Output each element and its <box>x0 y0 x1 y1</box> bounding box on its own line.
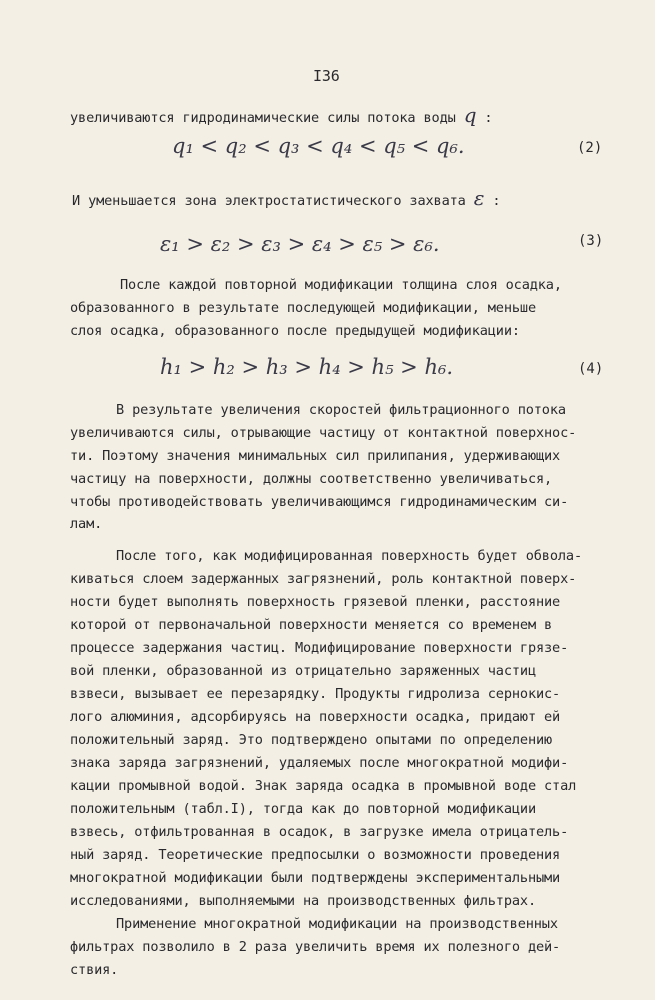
text-line: увеличиваются силы, отрывающие частицу от контактной поверхнос- <box>70 425 577 441</box>
text-line <box>72 188 500 209</box>
text-line: положительный заряд. Это подтверждено опытами по определению <box>70 732 553 748</box>
symbol-q: q <box>463 103 477 127</box>
text-line: ствия. <box>70 962 119 978</box>
equation-number-2: (2) <box>577 140 603 156</box>
text-line: чтобы противодействовать увеличивающимся гидродинамическим си- <box>70 494 569 510</box>
text-line: слоя осадка, образованного после предыдущей модификации: <box>70 323 520 339</box>
text-line: знака заряда загрязнений, удаляемых после многократной модифи- <box>70 755 569 771</box>
text-line: взвесь, отфильтрованная в осадок, в загрузке имела отрицатель- <box>70 824 569 840</box>
text-line: процессе задержания частиц. Модифицирование поверхности грязе- <box>70 640 569 656</box>
text-line: многократной модификации были подтверждены экспериментальными <box>70 870 561 886</box>
text-line: ный заряд. Теоретические предпосылки о возможности проведения <box>70 847 561 863</box>
formula-2: q₁ < q₂ < q₃ < q₄ < q₅ < q₆. <box>172 134 465 158</box>
page-number: I36 <box>313 67 340 85</box>
text-line <box>70 105 492 126</box>
formula-3: ε₁ > ε₂ > ε₃ > ε₄ > ε₅ > ε₆. <box>160 232 440 256</box>
text-line: лам. <box>70 516 103 532</box>
text-line: взвеси, вызывает ее перезарядку. Продукты гидролиза сернокис- <box>70 686 561 702</box>
line-tail: : <box>484 110 493 126</box>
formula-4: h₁ > h₂ > h₃ > h₄ > h₅ > h₆. <box>160 355 454 379</box>
text-line: вой пленки, образованной из отрицательно заряженных частиц <box>70 663 536 679</box>
text-line: ности будет выполнять поверхность грязевой пленки, расстояние <box>70 594 561 610</box>
text-line: Применение многократной модификации на производственных <box>116 916 558 932</box>
text-line: В результате увеличения скоростей фильтрационного потока <box>116 402 566 418</box>
text-line: фильтрах позволило в 2 раза увеличить время их полезного дей- <box>70 939 561 955</box>
text-line: положительным (табл.I), тогда как до повторной модификации <box>70 801 536 817</box>
text-line: исследованиями, выполняемыми на производственных фильтрах. <box>70 893 536 909</box>
text-line: которой от первоначальной поверхности меняется со временем в <box>70 617 553 633</box>
text-line: После того, как модифицированная поверхность будет обвола- <box>116 548 582 564</box>
text-line: киваться слоем задержанных загрязнений, роль контактной поверх- <box>70 571 577 587</box>
line-text: увеличиваются гидродинамические силы потока воды <box>70 110 456 126</box>
text-line: образованного в результате последующей модификации, меньше <box>70 300 536 316</box>
line-tail: : <box>492 193 501 209</box>
text-line: частицу на поверхности, должны соответственно увеличиваться, <box>70 471 553 487</box>
symbol-epsilon: ε <box>473 186 485 210</box>
text-line: лого алюминия, адсорбируясь на поверхности осадка, придают ей <box>70 709 561 725</box>
equation-number-3: (3) <box>578 233 604 249</box>
text-line: После каждой повторной модификации толщина слоя осадка, <box>120 277 562 293</box>
equation-number-4: (4) <box>578 361 604 377</box>
text-line: ти. Поэтому значения минимальных сил прилипания, удерживающих <box>70 448 561 464</box>
text-line: кации промывной водой. Знак заряда осадка в промывной воде стал <box>70 778 577 794</box>
line-text: И уменьшается зона электростатистического захвата <box>72 193 466 209</box>
